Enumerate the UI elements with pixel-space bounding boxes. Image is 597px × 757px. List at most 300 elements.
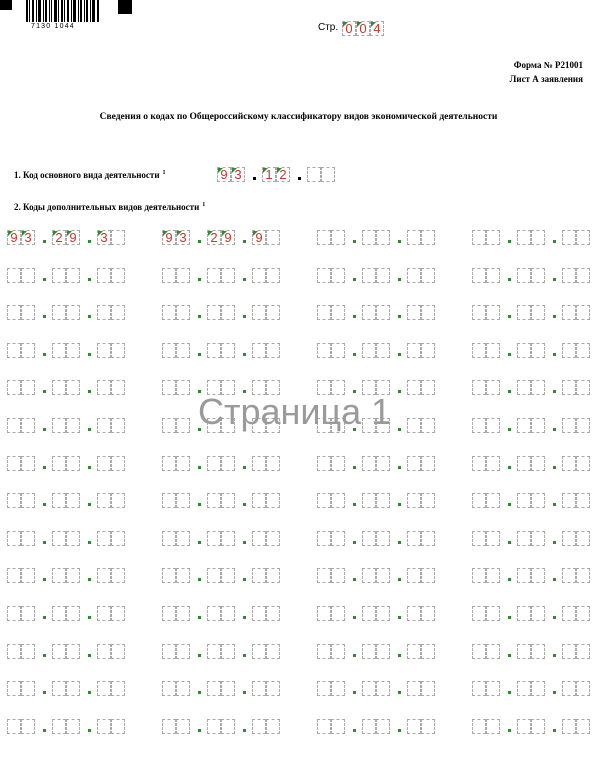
code-digit-cell[interactable] [176,531,190,546]
code-digit-cell[interactable] [111,681,125,696]
code-digit-cell[interactable] [111,493,125,508]
code-digit-cell[interactable] [207,606,221,621]
code-digit-cell[interactable] [207,493,221,508]
code-digit-cell[interactable] [266,230,280,245]
code-digit-cell[interactable] [531,418,545,433]
code-digit-cell[interactable] [562,606,576,621]
code-digit-cell[interactable] [472,380,486,395]
code-digit-cell[interactable] [111,418,125,433]
code-digit-cell[interactable] [252,493,266,508]
code-digit-cell[interactable] [252,343,266,358]
code-digit-cell[interactable] [576,568,590,583]
code-digit-cell[interactable] [576,418,590,433]
code-digit-cell[interactable]: 2 [207,230,221,245]
code-digit-cell[interactable] [486,343,500,358]
code-digit-cell[interactable] [407,606,421,621]
code-digit-cell[interactable] [21,531,35,546]
code-digit-cell[interactable] [331,456,345,471]
code-digit-cell[interactable] [266,456,280,471]
code-digit-cell[interactable] [472,644,486,659]
code-digit-cell[interactable] [576,531,590,546]
code-digit-cell[interactable] [531,230,545,245]
code-digit-cell[interactable] [362,343,376,358]
code-digit-cell[interactable] [362,456,376,471]
code-digit-cell[interactable] [7,380,21,395]
code-digit-cell[interactable] [7,343,21,358]
code-digit-cell[interactable]: 1 [262,167,276,182]
code-digit-cell[interactable] [331,606,345,621]
code-digit-cell[interactable] [7,305,21,320]
code-digit-cell[interactable] [376,719,390,734]
code-digit-cell[interactable] [472,681,486,696]
code-digit-cell[interactable] [7,418,21,433]
code-digit-cell[interactable] [421,343,435,358]
code-digit-cell[interactable] [176,456,190,471]
code-digit-cell[interactable] [531,343,545,358]
code-digit-cell[interactable] [66,380,80,395]
code-digit-cell[interactable] [66,681,80,696]
code-digit-cell[interactable] [486,719,500,734]
code-digit-cell[interactable] [562,418,576,433]
code-digit-cell[interactable] [52,568,66,583]
code-digit-cell[interactable] [97,380,111,395]
code-digit-cell[interactable] [317,268,331,283]
code-digit-cell[interactable] [407,230,421,245]
code-digit-cell[interactable] [362,606,376,621]
code-digit-cell[interactable] [517,493,531,508]
code-digit-cell[interactable] [66,644,80,659]
code-digit-cell[interactable] [421,568,435,583]
code-digit-cell[interactable] [407,343,421,358]
code-digit-cell[interactable] [486,681,500,696]
code-digit-cell[interactable] [472,531,486,546]
code-digit-cell[interactable] [21,268,35,283]
code-digit-cell[interactable] [562,380,576,395]
code-digit-cell[interactable] [562,230,576,245]
code-digit-cell[interactable] [376,606,390,621]
code-digit-cell[interactable] [221,681,235,696]
code-digit-cell[interactable] [472,456,486,471]
code-digit-cell[interactable] [111,606,125,621]
code-digit-cell[interactable] [162,606,176,621]
code-digit-cell[interactable] [331,531,345,546]
code-digit-cell[interactable] [7,681,21,696]
code-digit-cell[interactable] [486,418,500,433]
code-digit-cell[interactable] [407,719,421,734]
code-digit-cell[interactable] [252,568,266,583]
code-digit-cell[interactable] [97,268,111,283]
code-digit-cell[interactable] [162,531,176,546]
code-digit-cell[interactable] [517,343,531,358]
code-digit-cell[interactable] [111,568,125,583]
code-digit-cell[interactable] [176,493,190,508]
code-digit-cell[interactable] [207,644,221,659]
code-digit-cell[interactable] [376,343,390,358]
code-digit-cell[interactable] [207,305,221,320]
code-digit-cell[interactable] [176,606,190,621]
code-digit-cell[interactable] [376,644,390,659]
code-digit-cell[interactable] [162,305,176,320]
code-digit-cell[interactable] [376,681,390,696]
code-digit-cell[interactable] [531,644,545,659]
code-digit-cell[interactable] [66,568,80,583]
code-digit-cell[interactable] [97,456,111,471]
code-digit-cell[interactable] [66,418,80,433]
code-digit-cell[interactable] [252,531,266,546]
code-digit-cell[interactable] [176,343,190,358]
code-digit-cell[interactable] [52,531,66,546]
code-digit-cell[interactable] [517,568,531,583]
code-digit-cell[interactable] [52,719,66,734]
code-digit-cell[interactable] [517,456,531,471]
code-digit-cell[interactable] [221,719,235,734]
code-digit-cell[interactable] [21,644,35,659]
code-digit-cell[interactable] [97,305,111,320]
code-digit-cell[interactable] [266,681,280,696]
code-digit-cell[interactable] [221,568,235,583]
code-digit-cell[interactable] [111,456,125,471]
code-digit-cell[interactable] [531,568,545,583]
code-digit-cell[interactable] [221,531,235,546]
code-digit-cell[interactable] [472,606,486,621]
code-digit-cell[interactable] [407,493,421,508]
code-digit-cell[interactable] [52,681,66,696]
code-digit-cell[interactable] [486,493,500,508]
code-digit-cell[interactable] [421,606,435,621]
code-digit-cell[interactable] [517,719,531,734]
code-digit-cell[interactable] [421,418,435,433]
code-digit-cell[interactable]: 3 [231,167,245,182]
code-digit-cell[interactable] [52,456,66,471]
code-digit-cell[interactable] [407,568,421,583]
code-digit-cell[interactable] [517,230,531,245]
code-digit-cell[interactable] [331,719,345,734]
code-digit-cell[interactable] [221,343,235,358]
code-digit-cell[interactable] [486,268,500,283]
code-digit-cell[interactable] [531,493,545,508]
code-digit-cell[interactable] [97,418,111,433]
code-digit-cell[interactable] [66,606,80,621]
code-digit-cell[interactable] [21,418,35,433]
code-digit-cell[interactable] [517,644,531,659]
code-digit-cell[interactable] [266,343,280,358]
code-digit-cell[interactable] [562,719,576,734]
code-digit-cell[interactable] [421,531,435,546]
code-digit-cell[interactable] [207,456,221,471]
code-digit-cell[interactable] [162,568,176,583]
code-digit-cell[interactable] [221,606,235,621]
code-digit-cell[interactable] [176,644,190,659]
code-digit-cell[interactable] [266,305,280,320]
code-digit-cell[interactable] [472,305,486,320]
code-digit-cell[interactable] [207,343,221,358]
code-digit-cell[interactable]: 3 [97,230,111,245]
code-digit-cell[interactable] [317,568,331,583]
code-digit-cell[interactable] [266,493,280,508]
code-digit-cell[interactable] [207,531,221,546]
code-digit-cell[interactable] [162,719,176,734]
code-digit-cell[interactable] [562,493,576,508]
code-digit-cell[interactable] [576,343,590,358]
code-digit-cell[interactable] [111,644,125,659]
code-digit-cell[interactable] [317,531,331,546]
code-digit-cell[interactable] [331,493,345,508]
code-digit-cell[interactable] [52,418,66,433]
code-digit-cell[interactable] [362,644,376,659]
code-digit-cell[interactable] [221,644,235,659]
code-digit-cell[interactable] [162,493,176,508]
code-digit-cell[interactable]: 3 [176,230,190,245]
code-digit-cell[interactable] [66,531,80,546]
code-digit-cell[interactable] [21,493,35,508]
code-digit-cell[interactable] [176,719,190,734]
code-digit-cell[interactable] [362,493,376,508]
code-digit-cell[interactable] [317,305,331,320]
code-digit-cell[interactable] [486,456,500,471]
code-digit-cell[interactable] [52,380,66,395]
code-digit-cell[interactable]: 9 [7,230,21,245]
code-digit-cell[interactable] [407,380,421,395]
code-digit-cell[interactable] [421,380,435,395]
code-digit-cell[interactable] [531,606,545,621]
code-digit-cell[interactable] [162,681,176,696]
code-digit-cell[interactable] [472,719,486,734]
code-digit-cell[interactable] [7,493,21,508]
code-digit-cell[interactable] [421,305,435,320]
code-digit-cell[interactable] [517,418,531,433]
code-digit-cell[interactable] [517,681,531,696]
code-digit-cell[interactable] [317,719,331,734]
code-digit-cell[interactable] [176,380,190,395]
code-digit-cell[interactable] [362,305,376,320]
code-digit-cell[interactable] [52,493,66,508]
code-digit-cell[interactable] [97,568,111,583]
code-digit-cell[interactable] [562,305,576,320]
code-digit-cell[interactable] [111,380,125,395]
code-digit-cell[interactable] [531,681,545,696]
code-digit-cell[interactable] [221,268,235,283]
code-digit-cell[interactable] [252,606,266,621]
code-digit-cell[interactable] [486,305,500,320]
code-digit-cell[interactable] [266,719,280,734]
code-digit-cell[interactable] [111,343,125,358]
code-digit-cell[interactable] [517,531,531,546]
code-digit-cell[interactable] [21,606,35,621]
code-digit-cell[interactable] [421,644,435,659]
code-digit-cell[interactable] [362,568,376,583]
code-digit-cell[interactable] [576,456,590,471]
code-digit-cell[interactable] [562,343,576,358]
code-digit-cell[interactable] [7,568,21,583]
code-digit-cell[interactable] [317,343,331,358]
code-digit-cell[interactable] [576,719,590,734]
code-digit-cell[interactable] [362,681,376,696]
code-digit-cell[interactable] [421,719,435,734]
code-digit-cell[interactable]: 9 [252,230,266,245]
code-digit-cell[interactable] [7,606,21,621]
code-digit-cell[interactable] [362,531,376,546]
code-digit-cell[interactable] [407,531,421,546]
code-digit-cell[interactable] [531,531,545,546]
code-digit-cell[interactable] [162,456,176,471]
code-digit-cell[interactable] [421,493,435,508]
code-digit-cell[interactable] [531,268,545,283]
code-digit-cell[interactable] [331,343,345,358]
code-digit-cell[interactable] [376,268,390,283]
code-digit-cell[interactable] [162,268,176,283]
code-digit-cell[interactable] [207,568,221,583]
code-digit-cell[interactable] [421,456,435,471]
code-digit-cell[interactable] [207,719,221,734]
code-digit-cell[interactable] [66,719,80,734]
code-digit-cell[interactable] [317,606,331,621]
code-digit-cell[interactable] [21,380,35,395]
code-digit-cell[interactable] [266,606,280,621]
code-digit-cell[interactable] [331,568,345,583]
code-digit-cell[interactable] [176,305,190,320]
code-digit-cell[interactable] [21,719,35,734]
code-digit-cell[interactable] [576,268,590,283]
code-digit-cell[interactable]: 9 [162,230,176,245]
code-digit-cell[interactable] [517,380,531,395]
code-digit-cell[interactable] [407,456,421,471]
code-digit-cell[interactable] [576,493,590,508]
code-digit-cell[interactable] [252,719,266,734]
code-digit-cell[interactable]: 2 [276,167,290,182]
code-digit-cell[interactable] [562,531,576,546]
code-digit-cell[interactable] [97,606,111,621]
code-digit-cell[interactable] [162,644,176,659]
code-digit-cell[interactable] [66,305,80,320]
code-digit-cell[interactable] [66,456,80,471]
code-digit-cell[interactable]: 9 [221,230,235,245]
code-digit-cell[interactable] [486,531,500,546]
code-digit-cell[interactable] [486,606,500,621]
code-digit-cell[interactable] [207,681,221,696]
code-digit-cell[interactable] [531,456,545,471]
code-digit-cell[interactable] [21,681,35,696]
code-digit-cell[interactable] [317,644,331,659]
code-digit-cell[interactable] [266,568,280,583]
code-digit-cell[interactable] [562,568,576,583]
code-digit-cell[interactable] [176,418,190,433]
code-digit-cell[interactable] [162,418,176,433]
code-digit-cell[interactable] [331,268,345,283]
code-digit-cell[interactable] [576,644,590,659]
code-digit-cell[interactable] [97,493,111,508]
code-digit-cell[interactable] [317,681,331,696]
code-digit-cell[interactable] [66,493,80,508]
code-digit-cell[interactable] [317,456,331,471]
code-digit-cell[interactable] [407,644,421,659]
code-digit-cell[interactable] [486,568,500,583]
code-digit-cell[interactable] [486,380,500,395]
code-digit-cell[interactable] [321,167,335,182]
code-digit-cell[interactable]: 3 [21,230,35,245]
code-digit-cell[interactable] [97,719,111,734]
code-digit-cell[interactable] [7,644,21,659]
code-digit-cell[interactable] [66,343,80,358]
code-digit-cell[interactable] [486,644,500,659]
code-digit-cell[interactable] [252,305,266,320]
code-digit-cell[interactable] [176,681,190,696]
code-digit-cell[interactable] [52,305,66,320]
code-digit-cell[interactable] [52,268,66,283]
code-digit-cell[interactable] [407,305,421,320]
code-digit-cell[interactable] [21,456,35,471]
code-digit-cell[interactable] [517,606,531,621]
code-digit-cell[interactable] [21,568,35,583]
code-digit-cell[interactable] [576,305,590,320]
code-digit-cell[interactable] [207,268,221,283]
code-digit-cell[interactable] [52,343,66,358]
code-digit-cell[interactable] [111,305,125,320]
code-digit-cell[interactable] [472,418,486,433]
code-digit-cell[interactable] [252,644,266,659]
code-digit-cell[interactable] [331,230,345,245]
code-digit-cell[interactable] [472,493,486,508]
code-digit-cell[interactable] [111,268,125,283]
code-digit-cell[interactable] [266,644,280,659]
code-digit-cell[interactable] [421,681,435,696]
code-digit-cell[interactable] [7,268,21,283]
code-digit-cell[interactable] [562,456,576,471]
code-digit-cell[interactable] [531,719,545,734]
code-digit-cell[interactable] [517,268,531,283]
code-digit-cell[interactable] [376,568,390,583]
code-digit-cell[interactable] [252,268,266,283]
code-digit-cell[interactable] [52,644,66,659]
code-digit-cell[interactable] [21,343,35,358]
code-digit-cell[interactable]: 9 [217,167,231,182]
code-digit-cell[interactable]: 9 [66,230,80,245]
code-digit-cell[interactable] [517,305,531,320]
code-digit-cell[interactable] [331,681,345,696]
code-digit-cell[interactable] [472,568,486,583]
code-digit-cell[interactable] [362,230,376,245]
code-digit-cell[interactable] [407,268,421,283]
code-digit-cell[interactable] [21,305,35,320]
code-digit-cell[interactable] [362,719,376,734]
code-digit-cell[interactable] [376,230,390,245]
code-digit-cell[interactable] [562,268,576,283]
code-digit-cell[interactable] [576,606,590,621]
code-digit-cell[interactable] [307,167,321,182]
code-digit-cell[interactable] [266,268,280,283]
code-digit-cell[interactable] [162,380,176,395]
code-digit-cell[interactable] [421,268,435,283]
code-digit-cell[interactable] [97,681,111,696]
code-digit-cell[interactable] [317,493,331,508]
code-digit-cell[interactable] [176,268,190,283]
code-digit-cell[interactable] [66,268,80,283]
code-digit-cell[interactable] [376,493,390,508]
code-digit-cell[interactable] [252,456,266,471]
code-digit-cell[interactable] [531,305,545,320]
code-digit-cell[interactable] [111,531,125,546]
code-digit-cell[interactable] [407,418,421,433]
code-digit-cell[interactable] [111,230,125,245]
code-digit-cell[interactable] [472,230,486,245]
code-digit-cell[interactable] [221,456,235,471]
code-digit-cell[interactable] [362,268,376,283]
code-digit-cell[interactable] [376,305,390,320]
code-digit-cell[interactable] [562,681,576,696]
code-digit-cell[interactable] [562,644,576,659]
code-digit-cell[interactable] [176,568,190,583]
code-digit-cell[interactable] [376,456,390,471]
code-digit-cell[interactable] [221,493,235,508]
